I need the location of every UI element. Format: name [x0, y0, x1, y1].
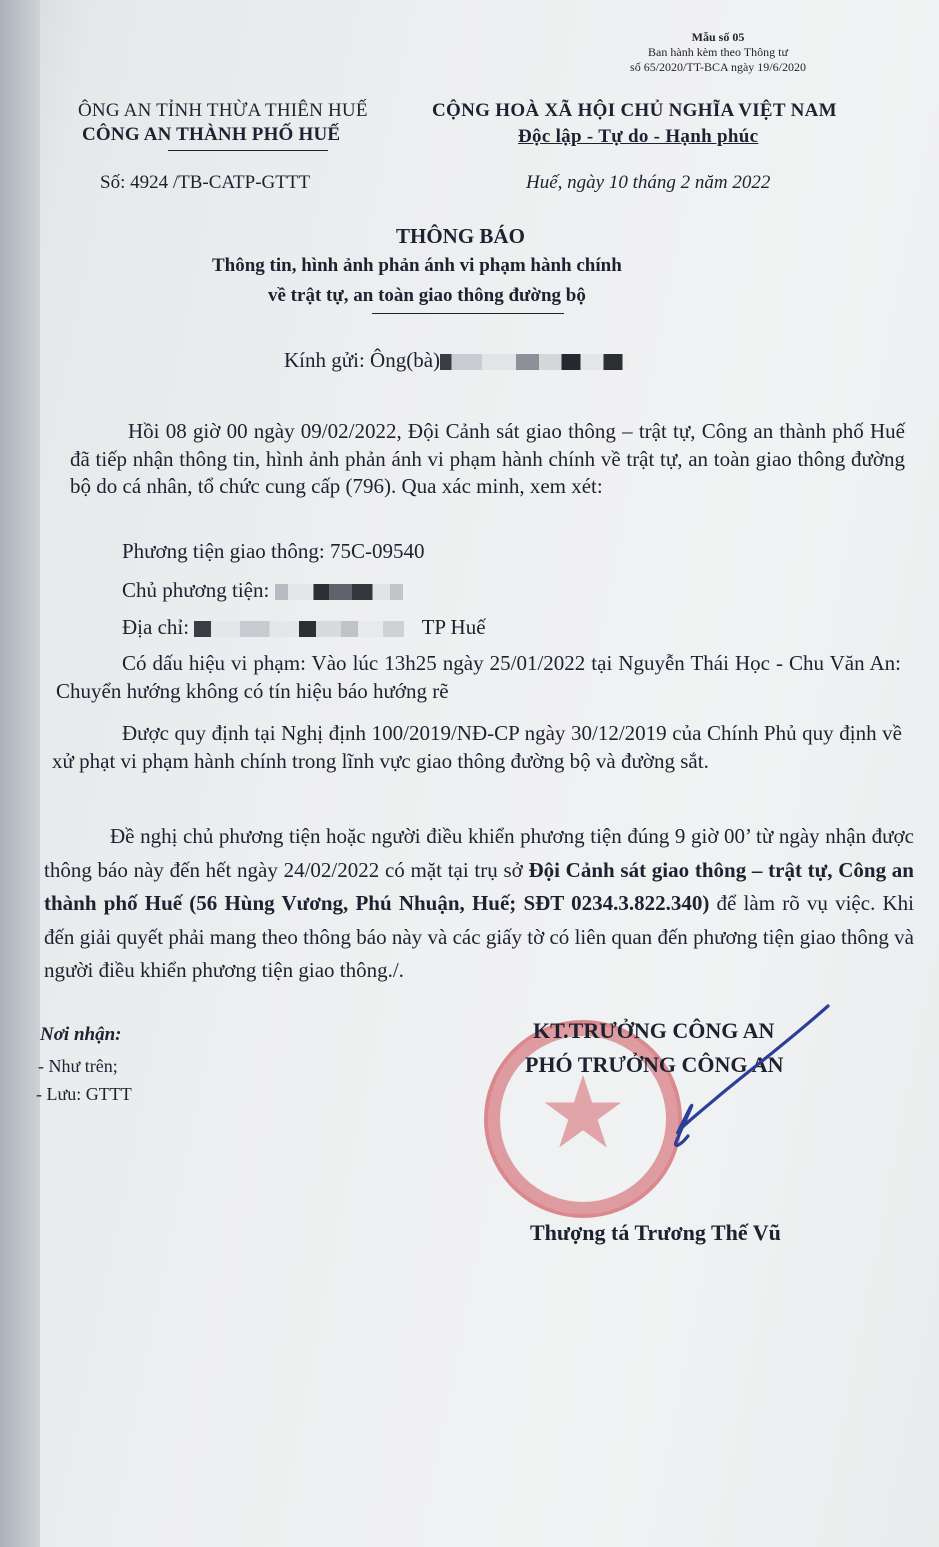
owner-label: Chủ phương tiện: [122, 578, 270, 602]
seal-star-icon: ★ [538, 1058, 628, 1169]
signature-stroke [676, 1006, 828, 1145]
place-date: Huế, ngày 10 tháng 2 năm 2022 [526, 172, 771, 193]
vehicle-line: Phương tiện giao thông: 75C-09540 [122, 539, 425, 563]
signer-name: Thượng tá Trương Thế Vũ [530, 1220, 781, 1245]
agency-parent: ÔNG AN TỈNH THỪA THIÊN HUẾ [78, 100, 368, 121]
violation-paragraph: Có dấu hiệu vi phạm: Vào lúc 13h25 ngày 25/01/2022 tại Nguyễn Thái Học - Chu Văn An: Chuyển hướng không có tín hiệu báo hướng rẽ [56, 651, 901, 703]
subtitle-line1: Thông tin, hình ảnh phản ánh vi phạm hành chính [212, 255, 622, 276]
signature-title-1: KT.TRƯỞNG CÔNG AN [533, 1018, 775, 1043]
agency-underline [168, 150, 328, 151]
request-office: Đội Cảnh sát giao thông – trật tự, Công an thành phố Huế (56 Hùng Vương, Phú Nhuận, Huế; SĐT 0234.3.822.340) [44, 857, 914, 915]
recipients-title: Nơi nhận: [40, 1024, 122, 1045]
redacted-owner [275, 584, 403, 600]
nation-motto: Độc lập - Tự do - Hạnh phúc [518, 126, 759, 147]
subtitle-underline [372, 313, 564, 314]
form-note [598, 30, 838, 75]
redacted-address [194, 621, 404, 637]
form-circular: số 65/2020/TT-BCA ngày 19/6/2020 [630, 60, 806, 74]
handwritten-signature [640, 1000, 840, 1160]
request-paragraph [44, 820, 914, 988]
redacted-name [440, 354, 630, 370]
address-line [122, 612, 486, 642]
signature-title-2: PHÓ TRƯỞNG CÔNG AN [525, 1052, 784, 1077]
request-text-b: để làm rõ vụ việc. Khi đến giải quyết phải mang theo thông báo này và các giấy tờ có liên quan đến phương tiện giao thông và người điều khiển phương tiện giao thông./. [44, 891, 915, 982]
intro-paragraph: Hồi 08 giờ 00 ngày 09/02/2022, Đội Cảnh sát giao thông – trật tự, Công an thành phố Huế đã tiếp nhận thông tin, hình ảnh phản ánh vi phạm hành chính về trật tự, an toàn giao thông đường bộ do cá nhân, tổ chức cung cấp (796). Qua xác minh, xem xét: [70, 419, 905, 498]
form-number: Mẫu số 05 [691, 30, 745, 44]
agency-name: CÔNG AN THÀNH PHỐ HUẾ [82, 124, 341, 145]
address-label: Địa chỉ: [122, 615, 190, 639]
owner-line [122, 575, 403, 605]
recipient-line [284, 345, 630, 375]
address-city: TP Huế [421, 615, 486, 639]
document-number: Số: 4924 /TB-CATP-GTTT [100, 172, 311, 193]
recipient-label: Kính gửi: Ông(bà) [284, 348, 441, 372]
form-issued: Ban hành kèm theo Thông tư [648, 45, 788, 59]
request-text-a: Đề nghị chủ phương tiện hoặc người điều khiển phương tiện đúng 9 giờ 00’ từ ngày nhận được thông báo này đến hết ngày 24/02/2022 có mặt tại trụ sở [44, 824, 914, 882]
subtitle-line2: về trật tự, an toàn giao thông đường bộ [268, 285, 586, 306]
recipient-item-1: - Như trên; [38, 1056, 118, 1076]
page-edge [0, 0, 40, 1547]
regulation-paragraph: Được quy định tại Nghị định 100/2019/NĐ-CP ngày 30/12/2019 của Chính Phủ quy định về xử phạt vi phạm hành chính trong lĩnh vực giao thông đường bộ và đường sắt. [52, 721, 902, 773]
page-title: THÔNG BÁO [396, 224, 525, 248]
recipient-item-2: - Lưu: GTTT [36, 1084, 132, 1104]
nation-title: CỘNG HOÀ XÃ HỘI CHỦ NGHĨA VIỆT NAM [432, 100, 837, 121]
